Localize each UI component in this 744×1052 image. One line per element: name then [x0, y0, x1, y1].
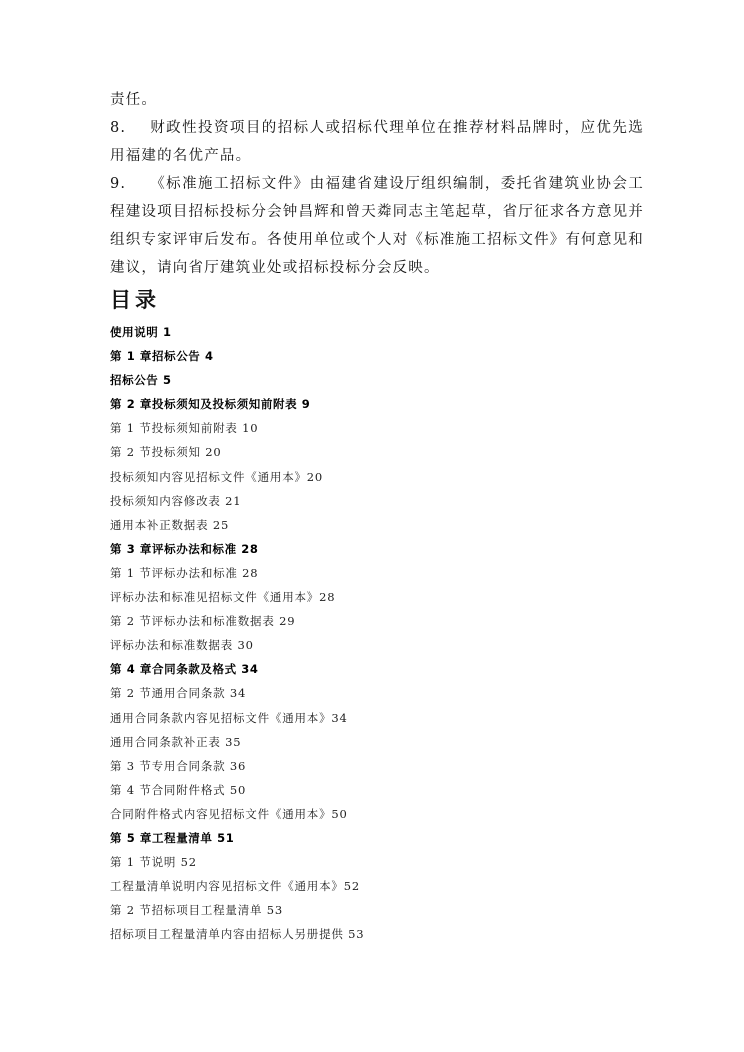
- toc-title: 目录: [110, 288, 160, 312]
- toc-entry[interactable]: 投标须知内容见招标文件《通用本》20: [110, 469, 324, 484]
- toc-entry[interactable]: 第 3 章评标办法和标准 28: [110, 541, 259, 556]
- toc-entry[interactable]: 评标办法和标准数据表 30: [110, 638, 254, 653]
- paragraph-text: 责任。: [110, 92, 158, 108]
- paragraph-number: 8.: [110, 120, 127, 136]
- toc-entry[interactable]: 评标办法和标准见招标文件《通用本》28: [110, 590, 336, 605]
- toc-entry[interactable]: 第 2 节评标办法和标准数据表 29: [110, 614, 296, 629]
- toc-entry[interactable]: 第 2 节招标项目工程量清单 53: [110, 903, 284, 918]
- paragraph-8: [110, 114, 644, 170]
- toc-entry[interactable]: 招标公告 5: [110, 373, 172, 388]
- toc-entry[interactable]: 第 1 章招标公告 4: [110, 349, 214, 364]
- toc-entry[interactable]: 工程量清单说明内容见招标文件《通用本》52: [110, 879, 360, 894]
- paragraph-text: 《标准施工招标文件》由福建省建设厅组织编制，委托省建筑业协会工程建设项目招标投标分会钟昌辉和曾天粦同志主笔起草，省厅征求各方意见并组织专家评审后发布。各使用单位或个人对《标准施工招标文件》有何意见和建议，请向省厅建筑业处或招标投标分会反映。: [110, 176, 644, 276]
- toc-entry[interactable]: 第 2 章投标须知及投标须知前附表 9: [110, 397, 311, 412]
- toc-entry[interactable]: 第 2 节通用合同条款 34: [110, 686, 247, 701]
- toc-entry[interactable]: 通用本补正数据表 25: [110, 517, 230, 532]
- toc-entry[interactable]: 第 2 节投标须知 20: [110, 445, 222, 460]
- toc-entry[interactable]: 使用说明 1: [110, 325, 172, 339]
- toc-entry[interactable]: 第 5 章工程量清单 51: [110, 830, 235, 845]
- toc-entry[interactable]: 第 4 章合同条款及格式 34: [110, 662, 259, 677]
- table-of-contents: [110, 320, 670, 946]
- toc-entry[interactable]: 通用合同条款补正表 35: [110, 734, 242, 749]
- toc-entry[interactable]: 第 1 节说明 52: [110, 855, 197, 870]
- toc-entry[interactable]: 投标须知内容修改表 21: [110, 493, 242, 508]
- toc-entry[interactable]: 第 3 节专用合同条款 36: [110, 758, 247, 773]
- paragraph-text: 财政性投资项目的招标人或招标代理单位在推荐材料品牌时，应优先选用福建的名优产品。: [110, 120, 644, 164]
- paragraph-block: [110, 86, 644, 282]
- toc-entry[interactable]: 第 1 节投标须知前附表 10: [110, 421, 259, 436]
- toc-entry[interactable]: 招标项目工程量清单内容由招标人另册提供 53: [110, 927, 365, 942]
- toc-entry[interactable]: 第 4 节合同附件格式 50: [110, 782, 247, 797]
- paragraph-9: [110, 170, 644, 282]
- toc-entry[interactable]: 通用合同条款内容见招标文件《通用本》34: [110, 710, 348, 725]
- paragraph-7-tail: [110, 86, 644, 114]
- toc-entry[interactable]: 合同附件格式内容见招标文件《通用本》50: [110, 806, 348, 821]
- toc-entry[interactable]: 第 1 节评标办法和标准 28: [110, 565, 259, 580]
- paragraph-number: 9.: [110, 176, 127, 192]
